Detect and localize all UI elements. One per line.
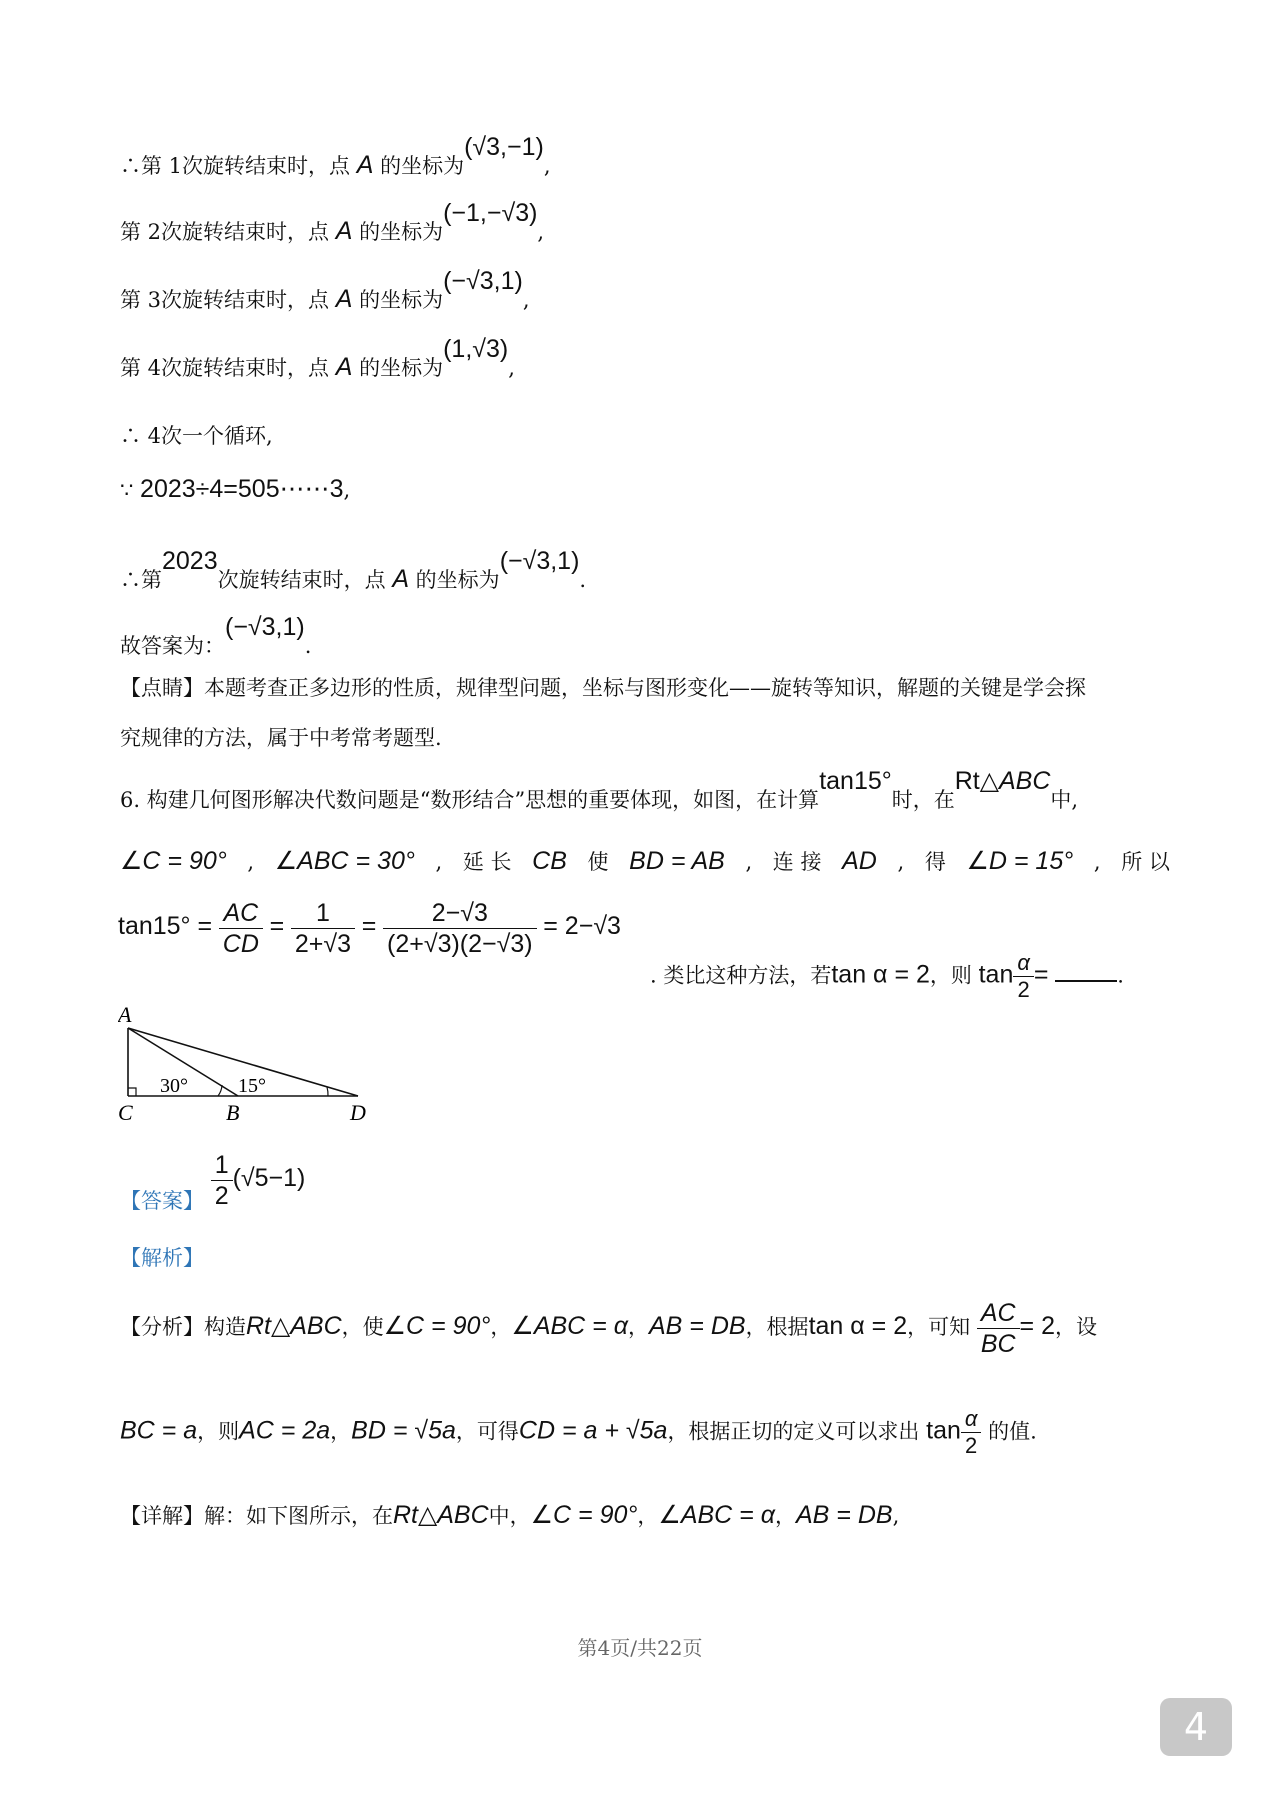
line-text: 【分析】构造 xyxy=(120,1315,246,1339)
math-tan: tan xyxy=(926,1416,961,1445)
answer-line xyxy=(120,1150,305,1211)
equals-two: = 2 xyxy=(1019,1312,1055,1340)
line-text: . 类比这种方法，若 xyxy=(650,963,832,988)
math-cb: CB xyxy=(532,847,567,875)
equals: = xyxy=(1033,960,1049,989)
coordinate: (−√3,1) xyxy=(443,267,523,295)
line-text: ∵ xyxy=(120,478,141,502)
solution-line-7 xyxy=(120,547,587,594)
point-label: A xyxy=(335,285,353,313)
math-rt-abc: Rt△ABC xyxy=(393,1501,489,1529)
point-label: A xyxy=(335,353,353,381)
point-label: A xyxy=(335,217,353,245)
fraction-ac-cd xyxy=(219,898,263,959)
comma: , xyxy=(745,850,753,874)
line-text: 使 xyxy=(587,850,609,874)
point-label: A xyxy=(356,151,374,179)
result: = 2−√3 xyxy=(543,912,621,940)
line-text: 次旋转结束时，点 xyxy=(217,568,393,592)
denominator: BC xyxy=(980,1330,1016,1358)
line-text: 6. 构建几何图形解决代数问题是“数形结合”思想的重要体现，如图，在计算 xyxy=(120,788,820,812)
coordinate: (−√3,1) xyxy=(499,547,580,575)
denominator: 2+√3 xyxy=(294,930,352,958)
math-bd-ab: BD = AB xyxy=(629,847,725,875)
detail-line xyxy=(120,1500,899,1530)
math-angle-d: ∠D = 15° xyxy=(966,847,1074,875)
triangle-figure xyxy=(118,1004,378,1124)
math-tan: tan xyxy=(978,960,1014,989)
line-text: ∴第 1次旋转结束时，点 xyxy=(120,154,357,178)
math-angle-c: ∠C = 90° xyxy=(530,1501,638,1529)
line-text: ， xyxy=(627,1315,649,1339)
fraction-alpha-half xyxy=(961,1406,982,1460)
point-label: A xyxy=(392,565,409,593)
line-text: ，可得 xyxy=(455,1419,519,1444)
label-a: A xyxy=(118,1004,132,1027)
count-number: 2023 xyxy=(162,547,218,575)
math-rt-abc: Rt△ABC xyxy=(246,1312,342,1340)
line-text: 的坐标为 xyxy=(352,288,444,312)
math-angle-abc: ∠ABC = α xyxy=(511,1312,628,1340)
line-text: 【点睛】本题考查正多边形的性质，规律型问题，坐标与图形变化——旋转等知识，解题的关键是学会探 xyxy=(120,676,1086,700)
math-angle-abc: ∠ABC = 30° xyxy=(274,847,415,875)
math-cd: CD = a + √5a xyxy=(518,1416,668,1445)
question-6-formula xyxy=(118,898,621,959)
line-text: 中， xyxy=(488,1504,531,1528)
line-text: ， xyxy=(774,1504,796,1528)
solution-line-5 xyxy=(120,420,273,450)
line-text: 时，在 xyxy=(891,788,955,812)
solution-line-4 xyxy=(120,335,515,382)
punct: , xyxy=(343,478,351,502)
numerator: 2−√3 xyxy=(383,898,537,929)
line-text: ，则 xyxy=(197,1419,240,1444)
line-text: ，使 xyxy=(341,1315,384,1339)
page-number-badge[interactable]: 4 xyxy=(1160,1698,1232,1756)
analysis-heading xyxy=(120,1242,204,1272)
math-tan15: tan15° = xyxy=(118,912,213,940)
line-text: ∴ 4次一个循环, xyxy=(120,424,273,448)
fenxi-line-2 xyxy=(120,1406,1037,1460)
solution-line-8 xyxy=(120,613,312,660)
denominator: 2 xyxy=(214,1182,229,1210)
math-tan15: tan15° xyxy=(819,767,892,795)
math-condition: tan α = 2 xyxy=(831,960,930,989)
label-d: D xyxy=(350,1100,366,1124)
fenxi-line-1 xyxy=(120,1298,1097,1359)
fraction-half xyxy=(211,1150,233,1211)
line-text: 得 xyxy=(924,850,946,874)
math-abc: ABC xyxy=(998,767,1051,795)
line-text: ，则 xyxy=(929,963,972,988)
math-angle-abc: ∠ABC = α xyxy=(658,1501,775,1529)
math-ac-2a: AC = 2a xyxy=(239,1416,331,1445)
line-text: 第 4次旋转结束时，点 xyxy=(120,356,336,380)
coordinate: (−1,−√3) xyxy=(443,199,538,227)
fraction-1-over xyxy=(291,898,355,959)
numerator: 1 xyxy=(211,1150,233,1181)
line-text: 延 长 xyxy=(462,850,512,874)
analysis-label: 【解析】 xyxy=(120,1246,204,1270)
line-text: 所 以 xyxy=(1121,850,1170,874)
dianjing-line-1 xyxy=(120,672,1086,702)
math-tan-alpha: tan α = 2 xyxy=(808,1312,908,1340)
math-angle-c: ∠C = 90° xyxy=(120,847,227,875)
math-bc-a: BC = a xyxy=(120,1416,198,1445)
numerator: 1 xyxy=(291,898,355,929)
coordinate: (−√3,1) xyxy=(225,613,305,641)
punct: , xyxy=(522,288,530,312)
right-angle-mark xyxy=(128,1088,136,1096)
question-6-line-2 xyxy=(120,846,1170,876)
page-footer: 第4页/共22页 xyxy=(577,1636,703,1660)
punct: . xyxy=(304,634,312,658)
math-ad: AD xyxy=(842,847,877,875)
denominator: 2 xyxy=(965,1433,978,1459)
line-text: ，设 xyxy=(1055,1315,1097,1339)
numerator: AC xyxy=(219,898,263,929)
answer-blank[interactable] xyxy=(1055,960,1117,982)
label-15: 15° xyxy=(238,1075,266,1097)
punct: , xyxy=(892,1504,900,1528)
numerator: AC xyxy=(977,1298,1020,1329)
answer-label: 【答案】 xyxy=(120,1189,204,1213)
punct: , xyxy=(543,154,551,178)
dianjing-line-2 xyxy=(120,722,442,752)
line-text: 的坐标为 xyxy=(373,154,465,178)
line-text: ，根据 xyxy=(745,1315,809,1339)
math-ab-db: AB = DB xyxy=(648,1312,746,1340)
line-text: 第 2次旋转结束时，点 xyxy=(120,220,336,244)
line-text: 连 接 xyxy=(772,850,822,874)
denominator: 2 xyxy=(1017,977,1030,1003)
angle-15-arc xyxy=(327,1087,328,1096)
line-text: 究规律的方法，属于中考常考题型. xyxy=(120,726,442,750)
line-text: ， xyxy=(637,1504,659,1528)
math-angle-c: ∠C = 90° xyxy=(383,1312,491,1340)
line-text: 故答案为： xyxy=(120,634,225,658)
answer-expression: (√5−1) xyxy=(232,1164,306,1192)
angle-30-arc xyxy=(218,1085,222,1096)
line-text: 的坐标为 xyxy=(409,568,500,592)
solution-line-1 xyxy=(120,133,551,180)
denominator: (2+√3)(2−√3) xyxy=(387,930,533,958)
line-text: 【详解】解：如下图所示，在 xyxy=(120,1504,393,1528)
punct: . xyxy=(579,568,587,592)
line-text: ，根据正切的定义可以求出 xyxy=(667,1419,920,1444)
comma: , xyxy=(897,850,905,874)
line-text: 的坐标为 xyxy=(352,356,444,380)
math-bd: BD = √5a xyxy=(351,1416,456,1445)
equals: = xyxy=(269,912,285,940)
line-text: ，可知 xyxy=(907,1315,971,1339)
comma: , xyxy=(435,850,443,874)
math-ab-db: AB = DB xyxy=(795,1501,893,1529)
punct: . xyxy=(1117,963,1124,988)
coordinate: (1,√3) xyxy=(443,335,509,363)
question-6-tail xyxy=(650,950,1124,1004)
solution-line-3 xyxy=(120,267,530,314)
fraction-ac-bc xyxy=(977,1298,1020,1359)
math-rt: Rt△ xyxy=(954,767,999,795)
coordinate: (√3,−1) xyxy=(464,133,544,161)
division-expression: 2023÷4=505⋯⋯3 xyxy=(140,475,344,503)
numerator: α xyxy=(961,1406,982,1433)
comma: , xyxy=(247,850,255,874)
solution-line-6 xyxy=(120,474,350,504)
denominator: CD xyxy=(222,930,259,958)
label-b: B xyxy=(226,1100,240,1124)
fraction-alpha-half xyxy=(1013,950,1034,1004)
label-c: C xyxy=(118,1100,133,1124)
line-text: 的坐标为 xyxy=(352,220,444,244)
line-text: 第 3次旋转结束时，点 xyxy=(120,288,336,312)
punct: , xyxy=(537,220,545,244)
line-text: ， xyxy=(330,1419,352,1444)
fraction-rationalized xyxy=(383,898,537,959)
solution-line-2 xyxy=(120,199,545,246)
comma: , xyxy=(1093,850,1101,874)
label-30: 30° xyxy=(160,1075,188,1097)
equals: = xyxy=(361,912,377,940)
punct: , xyxy=(508,356,515,380)
line-text: 的值. xyxy=(981,1419,1037,1444)
line-text: ， xyxy=(490,1315,512,1339)
numerator: α xyxy=(1013,950,1034,977)
line-text: ∴第 xyxy=(120,568,162,592)
question-6-line-1 xyxy=(120,767,1079,814)
line-text: 中, xyxy=(1050,788,1079,812)
